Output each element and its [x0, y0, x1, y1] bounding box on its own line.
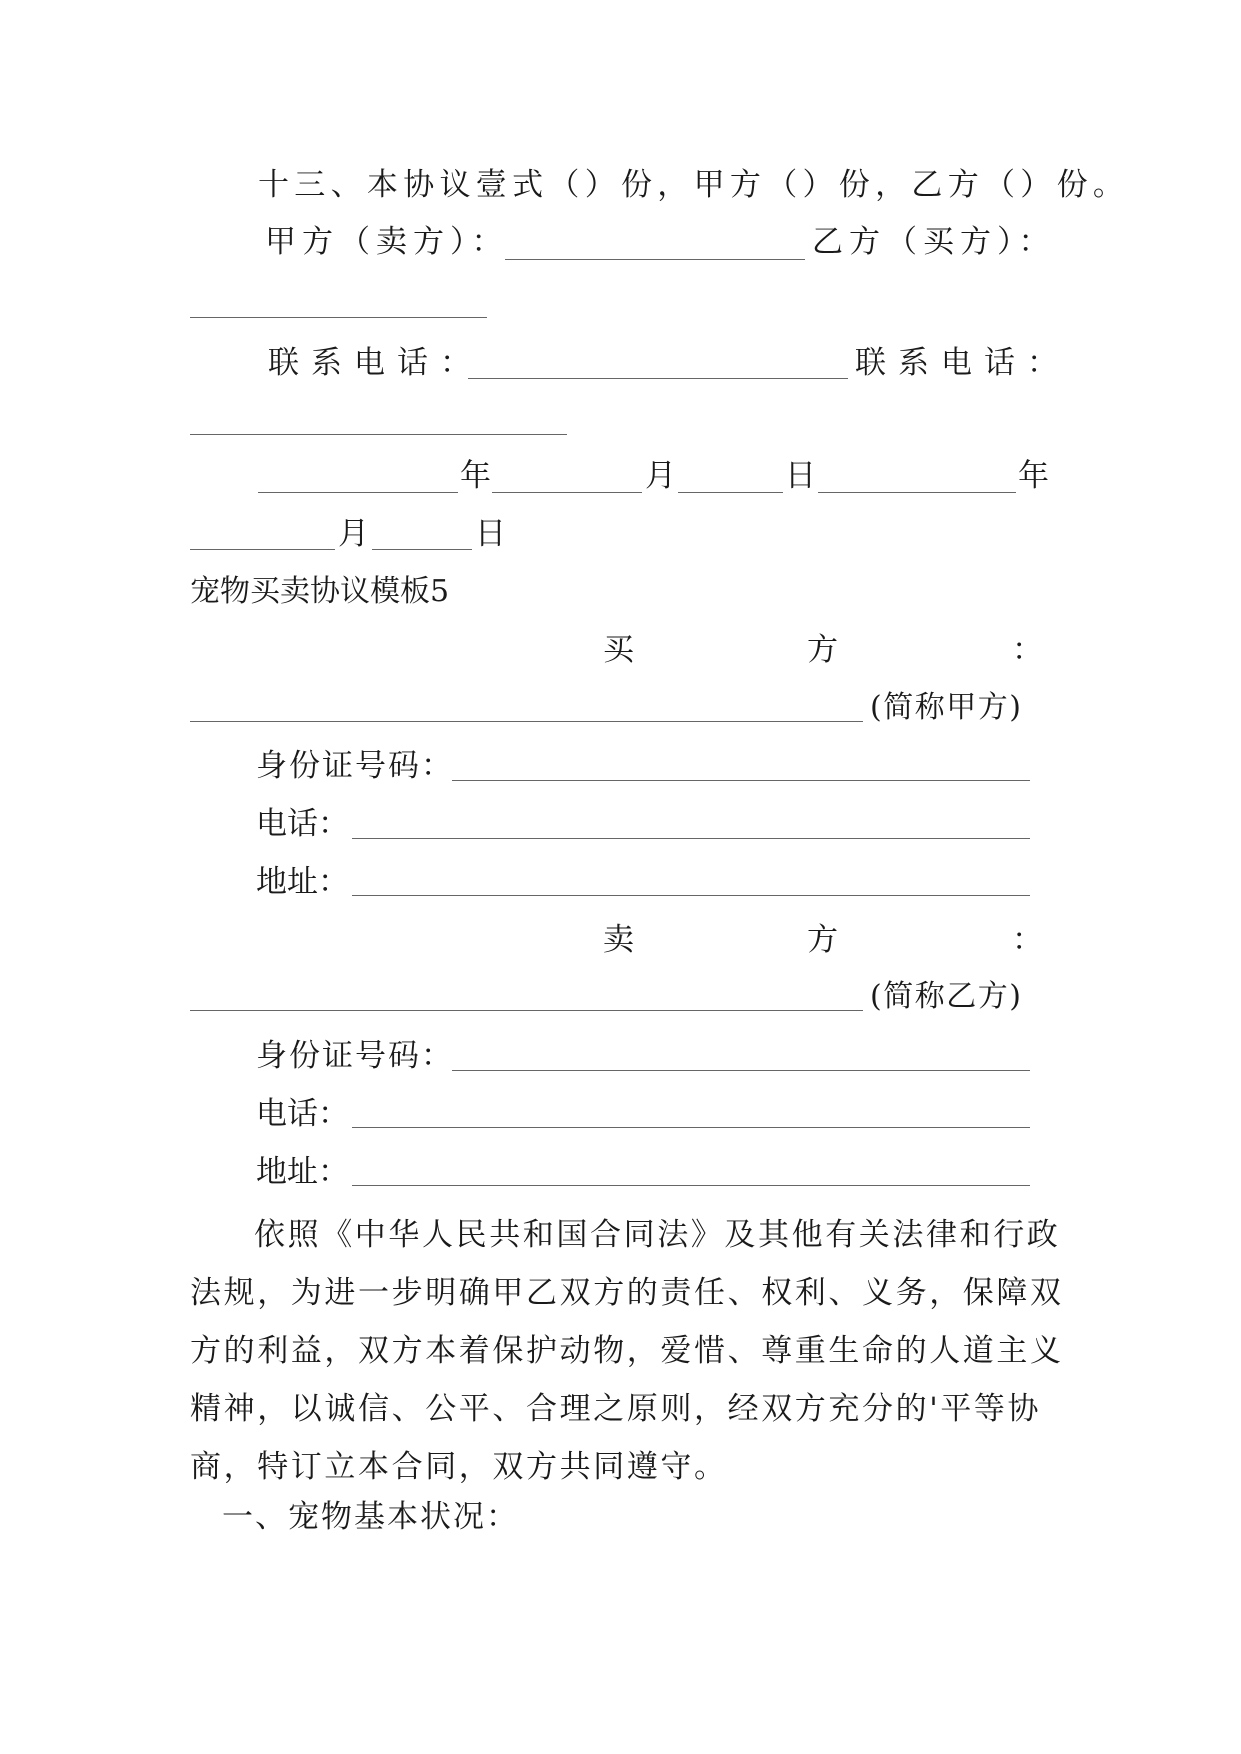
party-a-blank[interactable]	[505, 258, 805, 260]
buyer-id-label: 身份证号码：	[256, 748, 454, 784]
buyer-char-1: 买	[603, 632, 634, 668]
phone-b-label: 联系电话：	[855, 345, 1070, 381]
seller-char-1: 卖	[603, 922, 634, 958]
seller-address-label: 地址：	[256, 1154, 349, 1190]
buyer-phone-label: 电话：	[256, 806, 349, 842]
buyer-address-label: 地址：	[256, 864, 349, 900]
buyer-phone-blank[interactable]	[352, 837, 1030, 839]
date-b-year: 年	[1018, 458, 1049, 494]
buyer-abbr: (简称甲方)	[870, 690, 1023, 725]
date-a-day: 日	[785, 458, 816, 494]
seller-colon: ：	[1012, 922, 1043, 958]
seller-abbr: (简称乙方)	[870, 979, 1023, 1014]
seller-id-label: 身份证号码：	[256, 1038, 454, 1074]
preamble-paragraph: 依照《中华人民共和国合同法》及其他有关法律和行政法规，为进一步明确甲乙双方的责任、权利、义务，保障双方的利益，双方本着保护动物，爱惜、尊重生命的人道主义精神，以诚信、公平、合理之原则，经双方充分的'平等协商，特订立本合同，双方共同遵守。	[190, 1217, 1064, 1485]
date-b-day-blank[interactable]	[372, 548, 472, 550]
clause-13: 十三、本协议壹式（）份，甲方（）份，乙方（）份。	[258, 167, 1130, 203]
party-b-blank[interactable]	[190, 316, 487, 318]
buyer-address-blank[interactable]	[352, 894, 1030, 896]
seller-address-blank[interactable]	[352, 1184, 1030, 1186]
date-a-month-blank[interactable]	[492, 491, 642, 493]
date-a-year: 年	[460, 458, 491, 494]
date-b-month-blank[interactable]	[190, 548, 335, 550]
date-b-year-blank[interactable]	[818, 491, 1016, 493]
phone-a-label: 联系电话：	[268, 345, 483, 381]
buyer-name-blank[interactable]	[190, 720, 863, 722]
date-b-day: 日	[475, 516, 506, 552]
seller-id-blank[interactable]	[452, 1069, 1030, 1071]
phone-a-blank[interactable]	[468, 377, 848, 379]
party-b-label: 乙方（买方）：	[812, 224, 1056, 260]
date-a-month: 月	[645, 458, 676, 494]
seller-name-blank[interactable]	[190, 1009, 863, 1011]
date-a-year-blank[interactable]	[258, 491, 458, 493]
seller-phone-blank[interactable]	[352, 1126, 1030, 1128]
seller-char-2: 方	[807, 922, 838, 958]
buyer-colon: ：	[1012, 632, 1043, 668]
buyer-id-blank[interactable]	[452, 779, 1030, 781]
party-a-label: 甲方（卖方）：	[265, 224, 509, 260]
phone-b-blank[interactable]	[190, 433, 567, 435]
section-1-heading: 一、宠物基本状况：	[222, 1499, 519, 1535]
buyer-char-2: 方	[807, 632, 838, 668]
date-b-month: 月	[338, 516, 369, 552]
date-a-day-blank[interactable]	[678, 491, 783, 493]
seller-phone-label: 电话：	[256, 1096, 349, 1132]
template-title: 宠物买卖协议模板5	[190, 574, 450, 609]
